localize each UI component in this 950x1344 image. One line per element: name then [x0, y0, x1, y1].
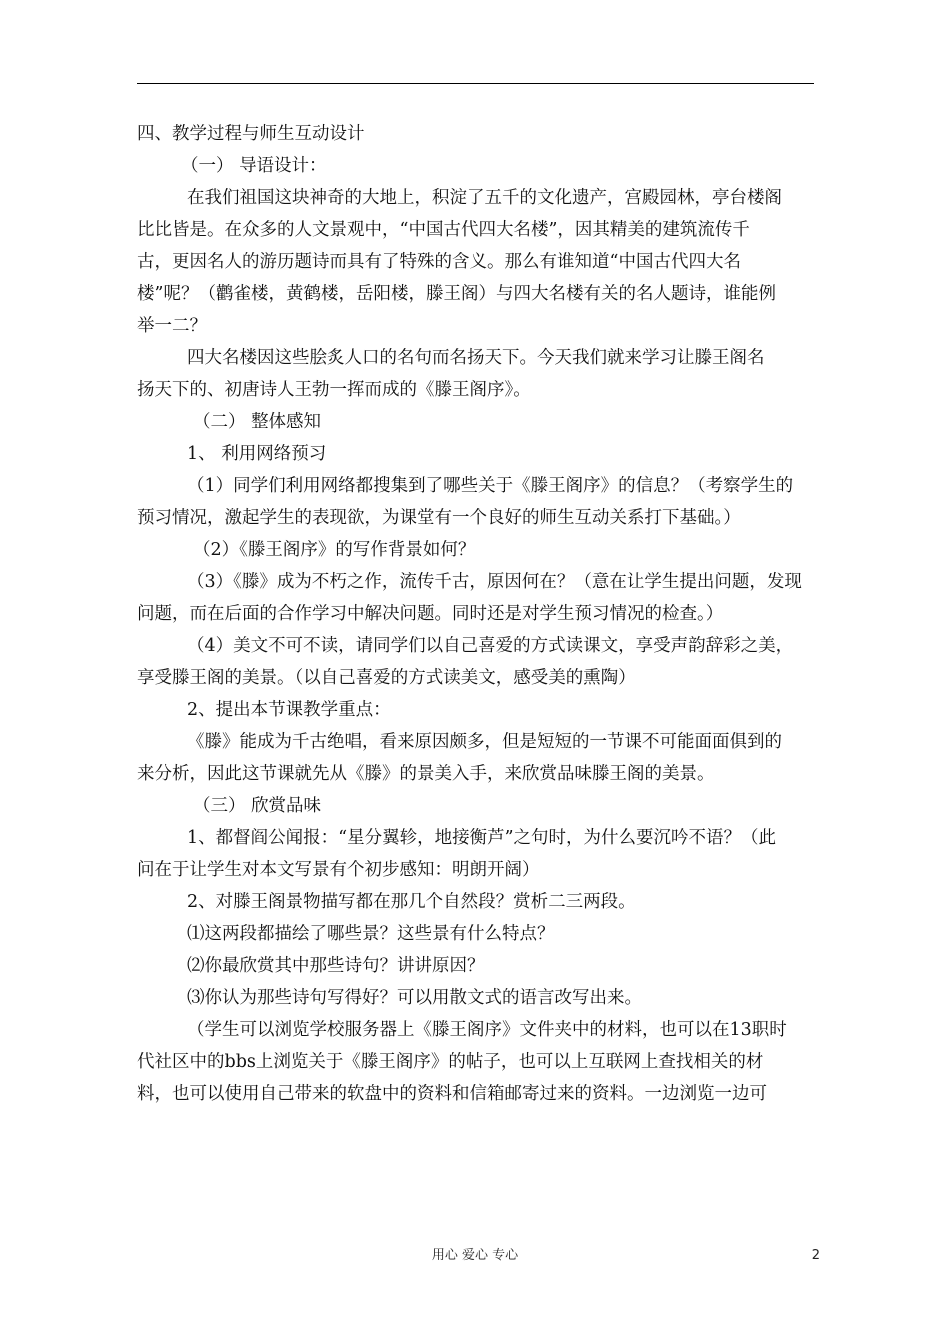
list-item-heading: 2、提出本节课教学重点：: [187, 700, 391, 720]
paragraph-line: 来分析，因此这节课就先从《滕》的景美入手，来欣赏品味滕王阁的美景。: [137, 764, 715, 784]
paragraph-line: 举一二？: [137, 316, 207, 336]
paragraph-line: 《滕》能成为千古绝唱，看来原因颇多，但是短短的一节课不可能面面俱到的: [187, 732, 782, 752]
paragraph-line: 在我们祖国这块神奇的大地上，积淀了五千的文化遗产，宫殿园林，亭台楼阁: [187, 188, 782, 208]
page-number: 2: [811, 1248, 820, 1263]
section-heading-teaching-process: 四、教学过程与师生互动设计: [137, 124, 365, 144]
paragraph-line: 楼”呢？（鹳雀楼，黄鹤楼，岳阳楼，滕王阁）与四大名楼有关的名人题诗，谁能例: [137, 284, 776, 304]
paragraph-line: 代社区中的bbs上浏览关于《滕王阁序》的帖子，也可以上互联网上查找相关的材: [137, 1052, 764, 1072]
footer-motto: 用心 爱心 专心: [431, 1248, 519, 1263]
subheading-appreciation: （三） 欣赏品味: [193, 796, 322, 816]
paragraph-line: 比比皆是。在众多的人文景观中，“中国古代四大名楼”，因其精美的建筑流传千: [137, 220, 750, 240]
paragraph-line: ⑴这两段都描绘了哪些景？这些景有什么特点？: [187, 924, 555, 944]
paragraph-line: （1）同学们利用网络都搜集到了哪些关于《滕王阁序》的信息？（考察学生的: [187, 476, 794, 496]
paragraph-line: 预习情况，激起学生的表现欲，为课堂有一个良好的师生互动关系打下基础。）: [137, 508, 741, 528]
subheading-intro-design: （一） 导语设计：: [181, 156, 327, 176]
subheading-overall-perception: （二） 整体感知: [193, 412, 322, 432]
paragraph-line: 四大名楼因这些脍炙人口的名句而名扬天下。今天我们就来学习让滕王阁名: [187, 348, 765, 368]
paragraph-line: 料，也可以使用自己带来的软盘中的资料和信箱邮寄过来的资料。一边浏览一边可: [137, 1084, 767, 1104]
paragraph-line: （学生可以浏览学校服务器上《滕王阁序》文件夹中的材料，也可以在13职时: [187, 1020, 787, 1040]
document-body: [137, 118, 814, 1110]
paragraph-line: ⑵你最欣赏其中那些诗句？讲讲原因？: [187, 956, 485, 976]
paragraph-line: 享受滕王阁的美景。（以自己喜爱的方式读美文，感受美的熏陶）: [137, 668, 636, 688]
header-rule: [137, 83, 814, 84]
paragraph-line: （4）美文不可不读，请同学们以自己喜爱的方式读课文，享受声韵辞彩之美，: [187, 636, 794, 656]
paragraph-line: 问在于让学生对本文写景有个初步感知：明朗开阔）: [137, 860, 540, 880]
paragraph-line: ⑶你认为那些诗句写得好？可以用散文式的语言改写出来。: [187, 988, 642, 1008]
paragraph-line: （3）《滕》成为不朽之作，流传千古，原因何在？（意在让学生提出问题，发现: [187, 572, 802, 592]
paragraph-line: 问题，而在后面的合作学习中解决问题。同时还是对学生预习情况的检查。）: [137, 604, 724, 624]
list-item-heading: 1、 利用网络预习: [187, 444, 327, 464]
paragraph-line: 古，更因名人的游历题诗而具有了特殊的含义。那么有谁知道“中国古代四大名: [137, 252, 741, 272]
paragraph-line: 1、都督阎公闻报：“星分翼轸，地接衡芦”之句时，为什么要沉吟不语？（此: [187, 828, 777, 848]
paragraph-line: 2、对滕王阁景物描写都在那几个自然段？赏析二三两段。: [187, 892, 636, 912]
paragraph-line: （2）《滕王阁序》的写作背景如何？: [193, 540, 476, 560]
paragraph-line: 扬天下的、初唐诗人王勃一挥而成的《滕王阁序》。: [137, 380, 531, 400]
